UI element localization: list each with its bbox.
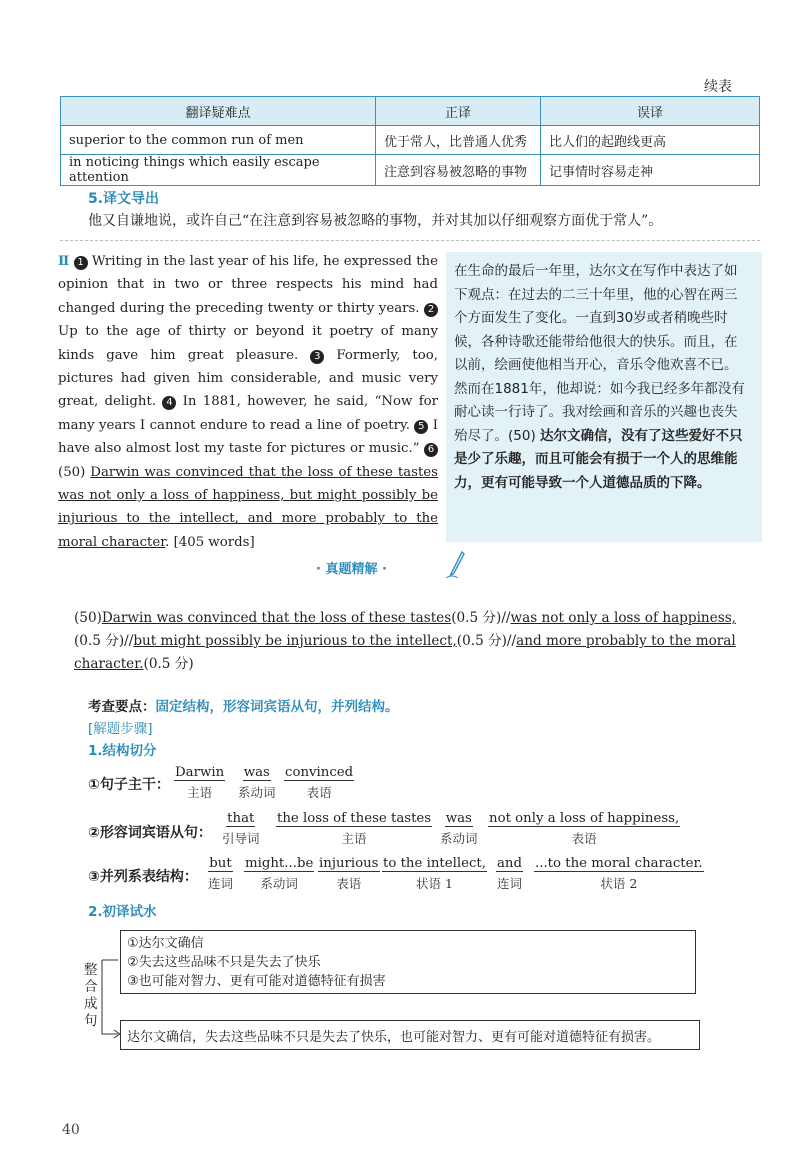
chinese-key-sentence: 达尔文确信，没有了这些爱好不只是少了乐趣，而且可能会有损于一个人的思维能力，更有可能导致一个人道德品质的下降。 xyxy=(454,427,743,491)
table-cell: 比人们的起跑线更高 xyxy=(541,126,760,155)
passage-sentence: I have also almost lost my taste for pictures or music.” xyxy=(58,417,439,457)
section5-title: 5.译文导出 xyxy=(88,191,160,207)
sentence-part: was not only a loss of happiness, xyxy=(510,610,736,626)
page-number: 40 xyxy=(62,1122,80,1138)
passage-sentence: In 1881, however, he said, “Now for many years I cannot endure to read a line of poetry. xyxy=(58,394,438,433)
word-block: and 连词 xyxy=(497,856,523,891)
score: (0.5 分)// xyxy=(456,633,517,649)
key-sentence: Darwin was convinced that the loss of these tastes was not only a loss of happiness, but might possibly be injurious to the intellect, and more probably to the moral character xyxy=(58,464,438,550)
word-block: convinced 表语 xyxy=(285,765,354,800)
word-block: was 系动词 xyxy=(238,765,276,800)
passage-sentence: Writing in the last year of his life, he expressed the opinion that in two or three respects his mind had changed during the preceding twenty or thirty years. xyxy=(58,254,438,316)
row2-label: ②形容词宾语从句： xyxy=(88,825,212,841)
step2-title: 2.初译试水 xyxy=(88,904,157,920)
question-number: (50) xyxy=(74,610,102,626)
passage-sentence: (50) xyxy=(58,464,91,480)
word-block: injurious 表语 xyxy=(319,856,379,891)
table-cell: in noticing things which easily escape attention xyxy=(61,155,376,186)
analysis-sentence xyxy=(74,607,744,676)
table-cell: 注意到容易被忽略的事物 xyxy=(376,155,541,186)
sentence-number: 6 xyxy=(424,443,438,457)
sentence-number: 2 xyxy=(424,303,438,317)
sentence-number: 5 xyxy=(414,420,428,434)
step1-title: 1.结构切分 xyxy=(88,743,157,759)
translation-item: ③也可能对智力、更有可能对道德特征有损害 xyxy=(127,974,386,989)
sentence-number: 1 xyxy=(74,256,88,270)
continued-label: 续表 xyxy=(704,79,732,95)
table-header: 误译 xyxy=(541,97,760,126)
word-block: was 系动词 xyxy=(440,811,478,846)
sentence-number: 3 xyxy=(310,350,324,364)
word-block: Darwin 主语 xyxy=(175,765,225,800)
table-cell: superior to the common run of men xyxy=(61,126,376,155)
divider xyxy=(60,240,760,241)
translation-item: ②失去这些品味不只是失去了快乐 xyxy=(127,955,321,970)
score: (0.5 分)// xyxy=(74,633,134,649)
score: (0.5 分)// xyxy=(451,610,511,626)
integrate-label: 整合成句 xyxy=(84,962,98,1029)
english-passage xyxy=(58,250,438,554)
row1-label: ①句子主干： xyxy=(88,777,170,793)
word-block: might...be 系动词 xyxy=(245,856,314,891)
passage-sentence: Up to the age of thirty or beyond it poetry of many kinds gave him great pleasure. xyxy=(58,324,438,363)
word-count: . [405 words] xyxy=(165,534,255,550)
table-row xyxy=(61,126,760,155)
chinese-translation-box xyxy=(446,252,762,542)
translation-item: ①达尔文确信 xyxy=(127,936,204,951)
key-points-label: 考查要点： xyxy=(88,699,156,715)
table-header: 翻译疑难点 xyxy=(61,97,376,126)
sentence-part: but might possibly be injurious to the intellect, xyxy=(133,633,457,649)
steps-label: [解题步骤] xyxy=(88,721,153,737)
translation-table xyxy=(60,96,760,186)
table-row xyxy=(61,155,760,186)
roman-numeral: Ⅱ xyxy=(58,254,70,269)
passage-sentence: Formerly, too, pictures had given him considerable, and music very great, delight. xyxy=(58,347,438,410)
word-block: but 连词 xyxy=(208,856,234,891)
word-block: ...to the moral character. 状语 2 xyxy=(535,856,703,891)
word-block: not only a loss of happiness, 表语 xyxy=(489,811,680,846)
integrated-sentence: 达尔文确信，失去这些品味不只是失去了快乐，也可能对智力、更有可能对道德特征有损害。 xyxy=(120,1020,700,1050)
table-cell: 优于常人，比普通人优秀 xyxy=(376,126,541,155)
pen-icon xyxy=(444,550,466,584)
section5-text: 他又自谦地说，或许自己“在注意到容易被忽略的事物，并对其加以仔细观察方面优于常人”。 xyxy=(88,213,663,229)
word-block: the loss of these tastes 主语 xyxy=(277,811,432,846)
row3-label: ③并列系表结构： xyxy=(88,869,198,885)
sentence-part: Darwin was convinced that the loss of these tastes xyxy=(101,610,452,626)
table-header: 正译 xyxy=(376,97,541,126)
key-points-value: 固定结构，形容词宾语从句，并列结构。 xyxy=(155,699,399,715)
word-block: that 引导词 xyxy=(222,811,260,846)
chinese-text: 在生命的最后一年里，达尔文在写作中表达了如下观点：在过去的二三十年里，他的心智在两三个方面发生了变化。一直到30岁或者稍晚些时候，各种诗歌还能带给他很大的快乐。而且，在以前，绘画使他相当开心，音乐令他欢喜不已。然而在1881年，他却说：如今我已经多年都没有耐心读一行诗了。我对绘画和音乐的兴趣也丧失殆尽了。(50) xyxy=(454,263,745,444)
table-header-row xyxy=(61,97,760,126)
score: (0.5 分) xyxy=(143,656,194,672)
key-points xyxy=(88,695,399,715)
table-cell: 记事情时容易走神 xyxy=(541,155,760,186)
word-block: to the intellect, 状语 1 xyxy=(383,856,486,891)
section-badge: · 真题精解 · xyxy=(316,562,387,577)
sentence-number: 4 xyxy=(162,396,176,410)
initial-translation-box xyxy=(120,930,696,994)
sentence-part: and more probably to the moral character. xyxy=(74,633,736,672)
